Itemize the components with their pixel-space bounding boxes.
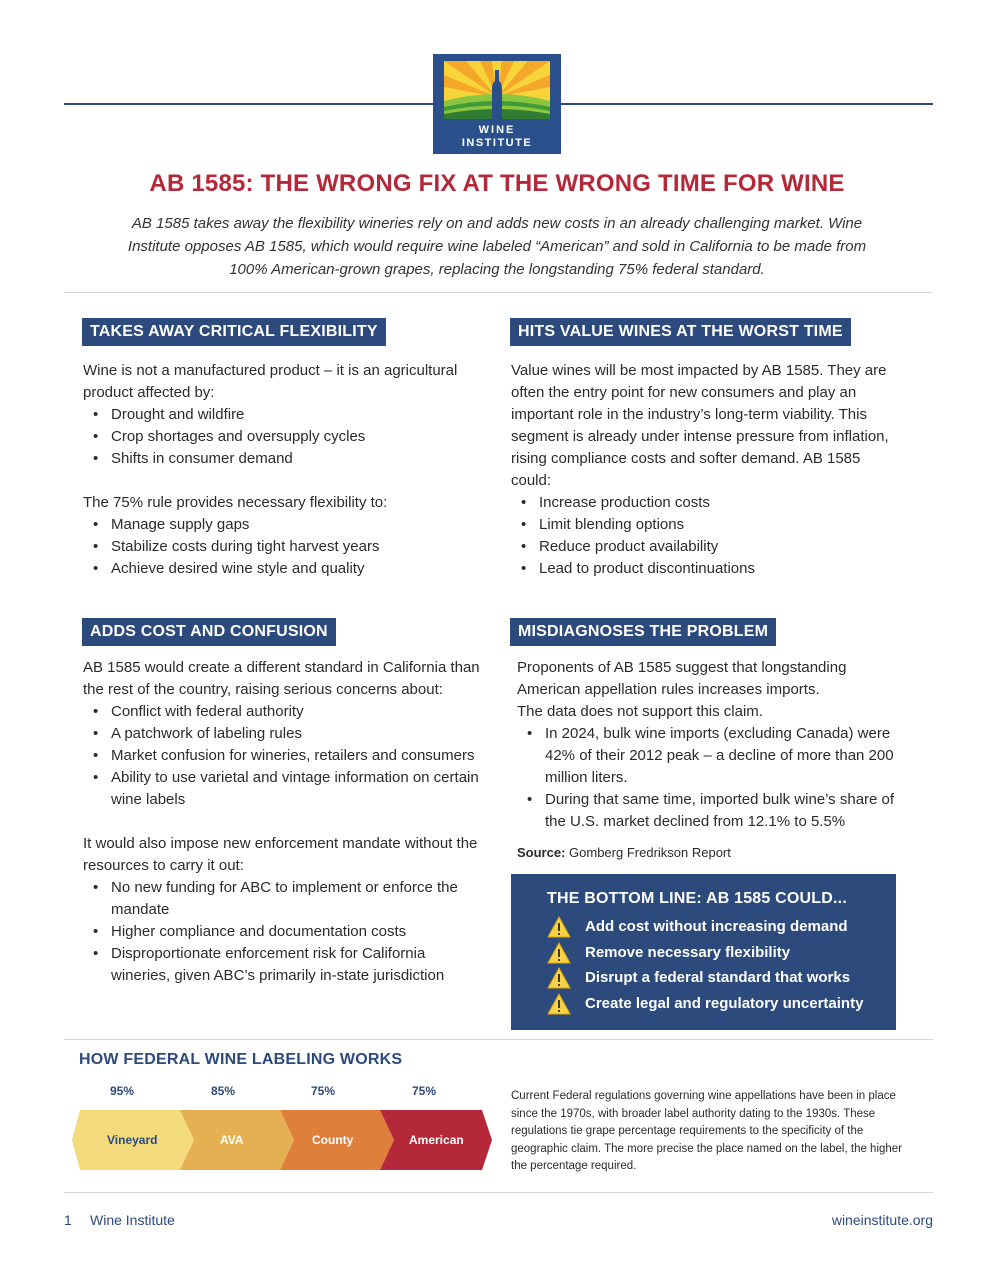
list-item: • Increase production costs	[511, 492, 901, 514]
list-item: • A patchwork of labeling rules	[83, 723, 481, 745]
bottom-line-item	[547, 942, 790, 964]
flexibility-para2: The 75% rule provides necessary flexibility to:	[83, 494, 388, 511]
flexibility-list2	[83, 514, 483, 580]
list-item: • During that same time, imported bulk wine’s share of the U.S. market declined from 12.1% to 5.5%	[517, 789, 909, 833]
section-body-flexibility	[83, 360, 483, 580]
warning-icon	[547, 916, 571, 938]
list-item: • Market confusion for wineries, retailers and consumers	[83, 745, 481, 767]
bottom-line-item-text: Remove necessary flexibility	[585, 944, 791, 961]
bottom-line-item-text: Disrupt a federal standard that works	[585, 969, 851, 986]
federal-description: Current Federal regulations governing wine appellations have been in place since the 1970s, with broader label authority dating to the 1930s. These regulations tie grape percentage requirements to the specificity of the geographic claim. The more precise the place named on the label, the higher the percentage required.	[511, 1090, 903, 1172]
section-heading-flexibility: TAKES AWAY CRITICAL FLEXIBILITY	[82, 318, 386, 346]
cost-para2: It would also impose new enforcement mandate without the resources to carry it out:	[83, 835, 478, 874]
bottom-line-item	[547, 916, 848, 938]
tier-label-county: County	[312, 1133, 354, 1147]
federal-section-title: HOW FEDERAL WINE LABELING WORKS	[79, 1051, 403, 1068]
tier-percent-american: 75%	[412, 1084, 437, 1098]
tier-percent-county: 75%	[311, 1084, 336, 1098]
section-body-problem	[517, 657, 909, 833]
bottom-line-item-text: Create legal and regulatory uncertainty	[585, 995, 864, 1012]
cost-list1	[83, 701, 481, 811]
federal-divider	[64, 1039, 933, 1040]
logo-line1: WINE	[478, 124, 516, 136]
section-heading-problem: MISDIAGNOSES THE PROBLEM	[510, 618, 776, 646]
section-body-value	[511, 360, 901, 580]
problem-para1: Proponents of AB 1585 suggest that longstanding American appellation rules increases imports.	[517, 659, 847, 698]
intro-text: AB 1585 takes away the flexibility wineries rely on and adds new costs in an already challenging market. Wine Institute opposes AB 1585, which would require wine labeled “American” and sold in California to be made from 100% American-grown grapes, replacing the longstanding 75% federal standard.	[127, 215, 867, 278]
list-item: • Shifts in consumer demand	[83, 448, 483, 470]
list-item: • Disproportionate enforcement risk for California wineries, given ABC’s primarily in-state jurisdiction	[83, 943, 481, 987]
list-item: • Achieve desired wine style and quality	[83, 558, 483, 580]
cost-list2	[83, 877, 481, 987]
flexibility-para1: Wine is not a manufactured product – it is an agricultural product affected by:	[83, 362, 458, 401]
list-item: • Conflict with federal authority	[83, 701, 481, 723]
footer-divider	[64, 1192, 933, 1193]
value-para1: Value wines will be most impacted by AB 1585. They are often the entry point for new consumers and play an important role in the industry’s long-term viability. This segment is already under intense pressure from inflation, rising compliance costs and softer demand. AB 1585 could:	[511, 362, 889, 489]
tier-percent-vineyard: 95%	[110, 1084, 135, 1098]
header-rule-left	[64, 103, 434, 105]
bottom-line-item	[547, 967, 850, 989]
footer-url[interactable]: wineinstitute.org	[831, 1212, 933, 1228]
page-title: AB 1585: THE WRONG FIX AT THE WRONG TIME FOR WINE	[149, 170, 845, 197]
source-text: Gomberg Fredrikson Report	[569, 845, 731, 860]
logo-line2: INSTITUTE	[461, 137, 533, 149]
list-item: • Stabilize costs during tight harvest years	[83, 536, 483, 558]
list-item: • Drought and wildfire	[83, 404, 483, 426]
bottom-line-item	[547, 993, 863, 1015]
list-item: • Higher compliance and documentation costs	[83, 921, 481, 943]
intro-divider	[64, 292, 933, 293]
warning-icon	[547, 993, 571, 1015]
list-item: • Crop shortages and oversupply cycles	[83, 426, 483, 448]
flexibility-list1	[83, 404, 483, 470]
tier-label-ava: AVA	[220, 1133, 244, 1147]
bottom-line-title: THE BOTTOM LINE: AB 1585 COULD...	[547, 890, 847, 907]
footer-page-number: 1	[64, 1212, 72, 1228]
tier-label-american: American	[409, 1133, 464, 1147]
warning-icon	[547, 967, 571, 989]
section-heading-cost: ADDS COST AND CONFUSION	[82, 618, 336, 646]
section-body-cost	[83, 657, 481, 987]
list-item: • No new funding for ABC to implement or enforce the mandate	[83, 877, 481, 921]
list-item: • Lead to product discontinuations	[511, 558, 901, 580]
list-item: • Limit blending options	[511, 514, 901, 536]
bottom-line-box	[511, 874, 896, 1030]
problem-para2: The data does not support this claim.	[517, 703, 763, 720]
list-item: • Reduce product availability	[511, 536, 901, 558]
wine-institute-logo	[433, 54, 561, 154]
warning-icon	[547, 942, 571, 964]
bottom-line-item-text: Add cost without increasing demand	[585, 918, 848, 935]
source-note	[517, 845, 731, 860]
section-heading-value: HITS VALUE WINES AT THE WORST TIME	[510, 318, 851, 346]
problem-list1	[517, 723, 909, 833]
list-item: • In 2024, bulk wine imports (excluding Canada) were 42% of their 2012 peak – a decline of more than 200 million liters.	[517, 723, 909, 789]
tier-label-vineyard: Vineyard	[107, 1133, 158, 1147]
source-label: Source:	[517, 845, 566, 860]
footer-org: Wine Institute	[90, 1212, 175, 1228]
header-rule-right	[561, 103, 933, 105]
list-item: • Ability to use varietal and vintage information on certain wine labels	[83, 767, 481, 811]
tier-percent-ava: 85%	[211, 1084, 236, 1098]
value-list1	[511, 492, 901, 580]
list-item: • Manage supply gaps	[83, 514, 483, 536]
cost-para1: AB 1585 would create a different standard in California than the rest of the country, raising serious concerns about:	[83, 659, 480, 698]
